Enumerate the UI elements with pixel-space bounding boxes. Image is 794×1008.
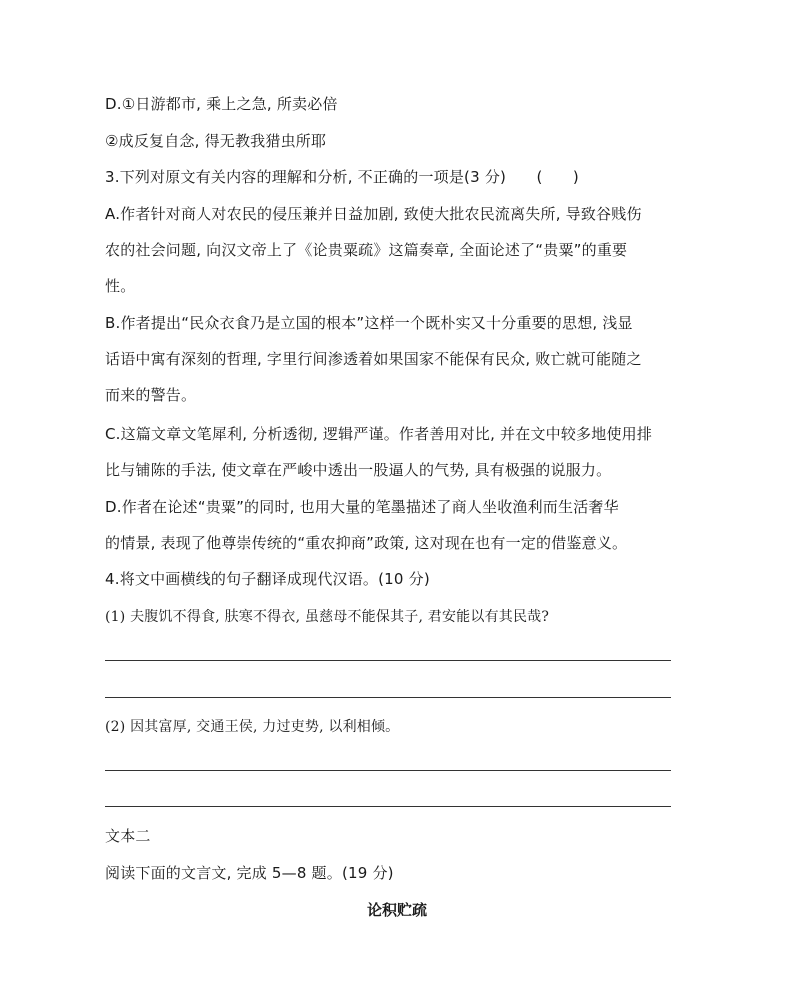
question-4-1-sentence: (1) 夫腹饥不得食, 肤寒不得衣, 虽慈母不能保其子, 君安能以有其民哉? xyxy=(105,609,550,625)
option-d-q2-line1: D.①日游都市, 乘上之急, 所卖必倍 xyxy=(105,95,338,113)
question-4-2-sentence: (2) 因其富厚, 交通王侯, 力过吏势, 以利相倾。 xyxy=(105,719,400,735)
question-3-stem: 3.下列对原文有关内容的理解和分析, 不正确的一项是(3 分) ( ) xyxy=(105,168,579,186)
answer-line[interactable] xyxy=(105,806,671,807)
option-d-q2-line2: ②成反复自念, 得无教我猎虫所耶 xyxy=(105,132,327,150)
option-a-line1: A.作者针对商人对农民的侵压兼并日益加剧, 致使大批农民流离失所, 导致谷贱伤 xyxy=(105,205,642,223)
option-d-line1: D.作者在论述“贵粟”的同时, 也用大量的笔墨描述了商人坐收渔利而生活奢华 xyxy=(105,498,619,516)
option-c-line1: C.这篇文章文笔犀利, 分析透彻, 逻辑严谨。作者善用对比, 并在文中较多地使用排 xyxy=(105,425,653,443)
option-b-line2: 话语中寓有深刻的哲理, 字里行间渗透着如果国家不能保有民众, 败亡就可能随之 xyxy=(105,350,642,368)
option-c-line2: 比与铺陈的手法, 使文章在严峻中透出一股逼人的气势, 具有极强的说服力。 xyxy=(105,461,612,479)
answer-line[interactable] xyxy=(105,660,671,661)
question-4-stem: 4.将文中画横线的句子翻译成现代汉语。(10 分) xyxy=(105,570,430,588)
answer-line[interactable] xyxy=(105,697,671,698)
option-b-line1: B.作者提出“民众衣食乃是立国的根本”这样一个既朴实又十分重要的思想, 浅显 xyxy=(105,314,633,332)
section-heading: 文本二 xyxy=(105,827,151,845)
option-b-line3: 而来的警告。 xyxy=(105,386,197,404)
option-d-line2: 的情景, 表现了他尊崇传统的“重农抑商”政策, 这对现在也有一定的借鉴意义。 xyxy=(105,534,628,552)
section-instruction: 阅读下面的文言文, 完成 5—8 题。(19 分) xyxy=(105,864,394,882)
option-a-line2: 农的社会问题, 向汉文帝上了《论贵粟疏》这篇奏章, 全面论述了“贵粟”的重要 xyxy=(105,241,628,259)
answer-line[interactable] xyxy=(105,770,671,771)
passage-title: 论积贮疏 xyxy=(366,901,427,919)
option-a-line3: 性。 xyxy=(105,277,136,295)
